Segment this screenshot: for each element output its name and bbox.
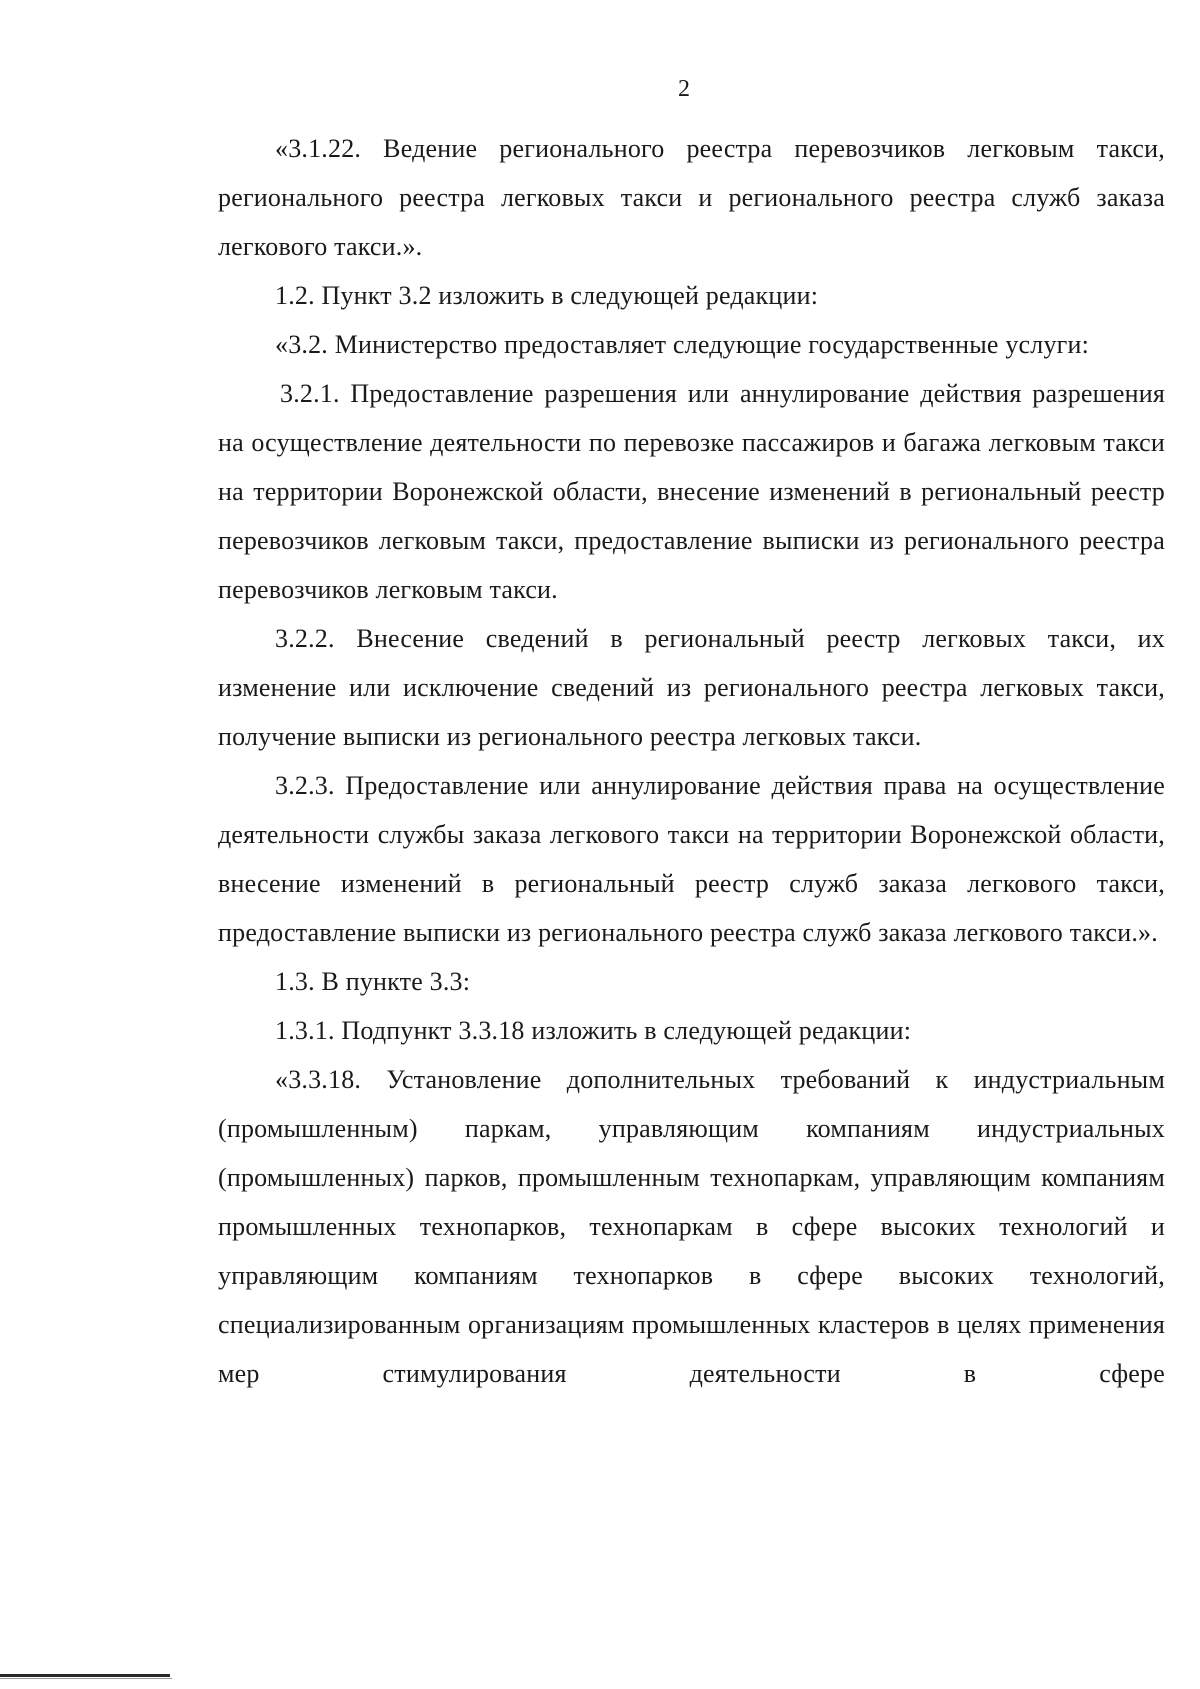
paragraph-3-2-2: 3.2.2. Внесение сведений в региональный реестр легковых такси, их изменение или исключение сведений из регионального реестра легковых такси, получение выписки из регионального реестра легковых такси.	[218, 624, 1165, 751]
paragraph-3-1-22: «3.1.22. Ведение регионального реестра перевозчиков легковым такси, регионального реестра легковых такси и регионального реестра служб заказа легкового такси.».	[218, 134, 1165, 261]
paragraph-1-3-1: 1.3.1. Подпункт 3.3.18 изложить в следующей редакции:	[275, 1016, 912, 1045]
paragraph-1-3: 1.3. В пункте 3.3:	[275, 967, 471, 996]
paragraph-3-2-1: 3.2.1. Предоставление разрешения или аннулирование действия разрешения на осуществление деятельности по перевозке пассажиров и багажа легковым такси на территории Воронежской области, внесение изменений в региональный реестр перевозчиков легковым такси, предоставление выписки из регионального реестра перевозчиков легковым такси.	[218, 379, 1165, 604]
paragraph-1-2: 1.2. Пункт 3.2 изложить в следующей редакции:	[275, 281, 819, 310]
page-number: 2	[678, 76, 690, 102]
scan-edge-line	[0, 1674, 170, 1677]
paragraph-3-2-3: 3.2.3. Предоставление или аннулирование действия права на осуществление деятельности службы заказа легкового такси на территории Воронежской области, внесение изменений в региональный реестр служб заказа легкового такси, предоставление выписки из регионального реестра служб заказа легкового такси.».	[218, 771, 1165, 947]
document-body	[218, 124, 1165, 1398]
paragraph-3-2: «3.2. Министерство предоставляет следующие государственные услуги:	[275, 330, 1090, 359]
scan-edge-line-faint	[0, 1678, 172, 1679]
paragraph-3-3-18: «3.3.18. Установление дополнительных требований к индустриальным (промышленным) паркам, управляющим компаниям индустриальных (промышленных) парков, промышленным технопаркам, управляющим компаниям промышленных технопарков, технопаркам в сфере высоких технологий и управляющим компаниям технопарков в сфере высоких технологий, специализированным организациям промышленных кластеров в целях применения мер стимулирования деятельности в сфере	[218, 1065, 1165, 1388]
